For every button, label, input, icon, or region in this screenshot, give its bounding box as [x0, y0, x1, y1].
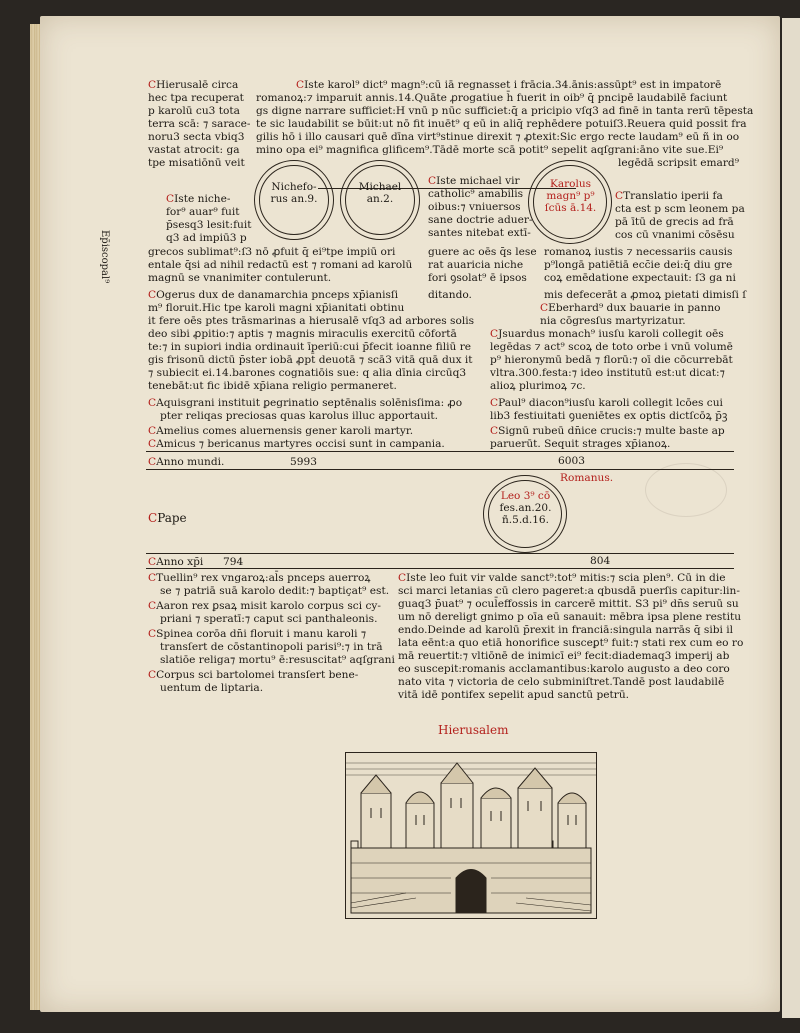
text-line: te sic laudabilit se būit:ut nō fit inuēt⁹ q eū in aliq̄ rephēdere potuiſ3.Reuera quid possit fra: [256, 118, 747, 130]
facing-page-edge: [782, 18, 800, 1018]
anno-mundi-label: CAnno mundi.: [148, 456, 225, 468]
text-line: se ⁊ patriā suā karolo dedit:⁊ baptiçat⁹ est.: [160, 585, 390, 597]
text-line: terra scā: ⁊ sarace-: [148, 118, 251, 130]
band-top-rule: [146, 451, 734, 452]
medallion-text: Nichefo- rus an.9.: [270, 181, 318, 205]
text-line: sane doctrie aduer-: [428, 214, 533, 226]
text-line: CEberhard⁹ dux bauarie in panno: [540, 302, 721, 314]
text-line: mino opa ei⁹ magnifica glificem⁹.Tādē morte scā potit⁹ sepelit aqſgrani:āno vite sue.Ei⁹: [256, 144, 724, 156]
text-line: um nō dereligt gnimo p oīa eū sanauit: mēbra ipsa plene restitu: [398, 611, 742, 623]
text-line: eo suscepit:romanis acclamantibus:karolo augusto a deo coro: [398, 663, 730, 675]
text-line: romanoꝝ iustis ⁊ necessariis causis: [544, 246, 733, 258]
text-line: entale q̄si ad nihil redactū est ⁊ romani ad karolū: [148, 259, 413, 271]
anno-xpi-left: 794: [223, 556, 244, 568]
text-line: CHierusalē circa: [148, 79, 239, 91]
text-line: mā reuertit:⁊ vltiōnē de inimicī ei⁹ fecit:diademaq3 imperij ab: [398, 650, 730, 662]
text-line: lib3 festiuitati ꝯueniētes ex optis dictſcōꝝ p̄ꝫ: [490, 410, 728, 422]
text-line: gis frisonū dictū p̄ster iobā ꝓpt̄ deuotā ⁊ scā3 vitā quā dux it: [148, 354, 473, 366]
text-line: tpe misatiōnū veit: [148, 157, 245, 169]
text-line: CSpinea corōa dn̄i floruit i manu karoli ⁊: [148, 628, 367, 640]
text-line: paruerūt. Sequit strages xp̄ianoꝝ.: [490, 438, 671, 450]
anno-mundi-left: 5993: [290, 456, 317, 468]
text-line: vltra.300.festa:⁊ ideo institutū est:ut dicat:⁊: [490, 367, 725, 379]
medallion-text: Leo 3⁹ cō fes.an.20. ñ.5.d.16.: [499, 490, 552, 526]
text-line: pā ītū de grecis ad frā: [615, 216, 734, 228]
text-line: te:⁊ in supiori india ordinauit īperiū:cui p̄fecit ioanne filiū re: [148, 341, 472, 353]
text-line: legēdas ⁊ act⁹ scoꝝ de toto orbe i vnū volumē: [490, 341, 733, 353]
text-line: legēdā scripsit emard⁹: [618, 157, 739, 169]
text-line: CJsuardus monach⁹ iusſu karoli collegit oēs: [490, 328, 724, 340]
text-line: grecos sublimat⁹:ſ3 nō ꝓfuit q̄ ei⁹tpe impiū ori: [148, 246, 396, 258]
band-rule: [146, 553, 734, 554]
text-line: CPaul⁹ diacon⁹iusſu karoli collegit lcōes cui: [490, 397, 723, 409]
text-line: CTuellin⁹ rex vngaroꝝ:al̄s pnceps auerroꝝ: [148, 572, 371, 584]
text-line: q3 ad impiū3 p: [166, 232, 247, 244]
pape-label: CPape: [148, 511, 187, 525]
text-line: magnū se vnanimiter contulerunt.: [148, 272, 332, 284]
text-line: CAmicus ⁊ bericanus martyres occisi sunt in campania.: [148, 438, 445, 450]
text-line: sci marci letanias cū clero pageret:a qbusdā puerſis capitur:lin-: [398, 585, 740, 597]
text-line: CIste leo fuit vir valde sanct⁹:tot⁹ mitis:⁊ scia plen⁹. Cū in die: [398, 572, 726, 584]
text-line: guaq3 p̄uat⁹ ⁊ ocul̄effossis in carcerē mittit. S3 pi⁹ dn̄s seruū su: [398, 598, 739, 610]
text-line: santes nitebat extī-: [428, 227, 531, 239]
text-line: alioꝝ plurimoꝝ ⁊c.: [490, 380, 586, 392]
text-line: vitā idē pontifex sepelit apud sanctū petrū.: [398, 689, 630, 701]
text-line: CSignū rubeū dn̄ice crucis:⁊ multe baste ap: [490, 425, 725, 437]
text-line: nato vita ⁊ victoria de celo subminiſtret.Tandē post laudabilē: [398, 676, 725, 688]
anno-mundi-right: 6003: [558, 455, 585, 467]
text-line: hec tpa recuperat: [148, 92, 244, 104]
anno-xpi-right: 804: [590, 555, 611, 567]
band-rule: [146, 469, 734, 470]
text-line: endo.Deinde ad karolū p̄rexit in franciā:singula narrās q̄ sibi il: [398, 624, 734, 636]
text-line: gs digne narrare sufficiet:H vnū p nūc sufficiet:q̄ a pricipio vſq3 ad finē in tanta rerū tēpesta: [256, 105, 754, 117]
text-line: catholic⁹ amabilis: [428, 188, 524, 200]
text-line: CIste karol⁹ dict⁹ magn⁹:cū iā regnasset i frācia.34.ānis:assūpt⁹ est in impatorē: [296, 79, 722, 91]
text-line: slatiōe religa⁊ mortu⁹ ē:resuscitat⁹ aqſgrani: [160, 654, 395, 666]
text-line: vastat atrocit: ga: [148, 144, 240, 156]
text-line: transſert de cōstantinopoli parisi⁹:⁊ in trā: [160, 641, 383, 653]
text-line: it fere oēs ptes trāsmarinas a hierusalē vſq3 ad arbores solis: [148, 315, 475, 327]
text-line: p karolū cu3 tota: [148, 105, 240, 117]
library-stamp: [645, 463, 727, 517]
medallion-text: Karolus magn⁹ p⁹ ſcūs ā.14.: [544, 178, 597, 214]
text-line: oibus:⁊ vniuersos: [428, 201, 521, 213]
text-line: uentum de liptaria.: [160, 682, 264, 694]
band-bottom-rule: [146, 568, 734, 569]
text-line: guere ac oēs q̄s lese: [428, 246, 537, 258]
text-line: rat auaricia niche: [428, 259, 524, 271]
text-line: ⁊ subiecit ei.14.barones cognatiōis sue: q alia dīnia circūq3: [148, 367, 467, 379]
text-line: fori ꝯsolat⁹ ē ipsos: [428, 272, 527, 284]
text-line: CIste michael vir: [428, 175, 520, 187]
romanus-label: Romanus.: [560, 472, 614, 484]
text-line: p̄sesq3 lesit:fuit: [166, 219, 252, 231]
text-line: gilis hō i illo causari quē dīna virt⁹stinue direxit ⁊ ꝓtexit:Sic ergo recte laudam⁹ eū ñ in oo: [256, 131, 740, 143]
jerusalem-woodcut-image: [345, 752, 597, 919]
vertical-heading: Ep̄iscopal⁹: [99, 230, 110, 284]
text-line: for⁹ auar⁹ fuit: [166, 206, 240, 218]
text-line: tenebāt:ut fic ibidē xp̄iana religio permaneret.: [148, 380, 397, 392]
text-line: CTranslatio iperii fa: [615, 190, 723, 202]
woodcut-caption: Hierusalem: [438, 723, 509, 737]
anno-xpi-label: CAnno xp̄i: [148, 556, 204, 568]
text-line: CCorpus sci bartolomei transſert bene-: [148, 669, 359, 681]
medallion-text: Michael an.2.: [358, 181, 402, 205]
text-line: COgerus dux de danamarchia pnceps xp̄ianisſi: [148, 289, 399, 301]
text-line: mis defecerāt a ꝓmoꝝ pietati dimisſi ſ: [544, 289, 747, 301]
text-line: priani ⁊ speratī:⁊ caput sci panthaleonis.: [160, 613, 378, 625]
text-line: pter reliqas preciosas quas karolus illuc apportauit.: [160, 410, 439, 422]
text-line: ditando.: [428, 289, 472, 301]
text-line: CAquisgrani instituit ꝑegrinatio septēnalis solēnisſima: ꝓo: [148, 397, 463, 409]
text-line: CIste niche-: [166, 193, 231, 205]
text-line: noru3 secta vbiq3: [148, 131, 245, 143]
text-line: CAaron rex ꝑsaꝝ misit karolo corpus sci cy-: [148, 600, 381, 612]
text-line: cta est p scm leonem pa: [615, 203, 745, 215]
text-line: p⁹longā patiētiā ecc̄ie dei:q̄ diu gre: [544, 259, 733, 271]
text-line: cos cū vnanimi cōsēsu: [615, 229, 735, 241]
text-line: m⁹ floruit.Hic tpe karoli magni xp̄ianitati obtinu: [148, 302, 405, 314]
text-line: nia cōgresſus martyrizatur.: [540, 315, 686, 327]
text-line: coꝝ emēdatione expectauit: ſ3 ga ni: [544, 272, 736, 284]
text-line: deo sibi ꝓpitio:⁊ aptis ⁊ magnis miraculis exercitū cōfortā: [148, 328, 457, 340]
text-line: romanoꝝ:⁊ imparuit annis.14.Quāte ꝓrogatiue h̄ fuerit in oib⁹ q̄ pncipē laudabilē faciunt: [256, 92, 728, 104]
text-line: lata eēnt:a quo etiā honorifice susceꝑt⁹ fuit:⁊ stati rex cum eo ro: [398, 637, 744, 649]
text-line: CAmelius comes aluernensis gener karoli martyr.: [148, 425, 414, 437]
text-line: p⁹ hieronymū bedā ⁊ florū:⁊ oī die cōcurrebāt: [490, 354, 733, 366]
